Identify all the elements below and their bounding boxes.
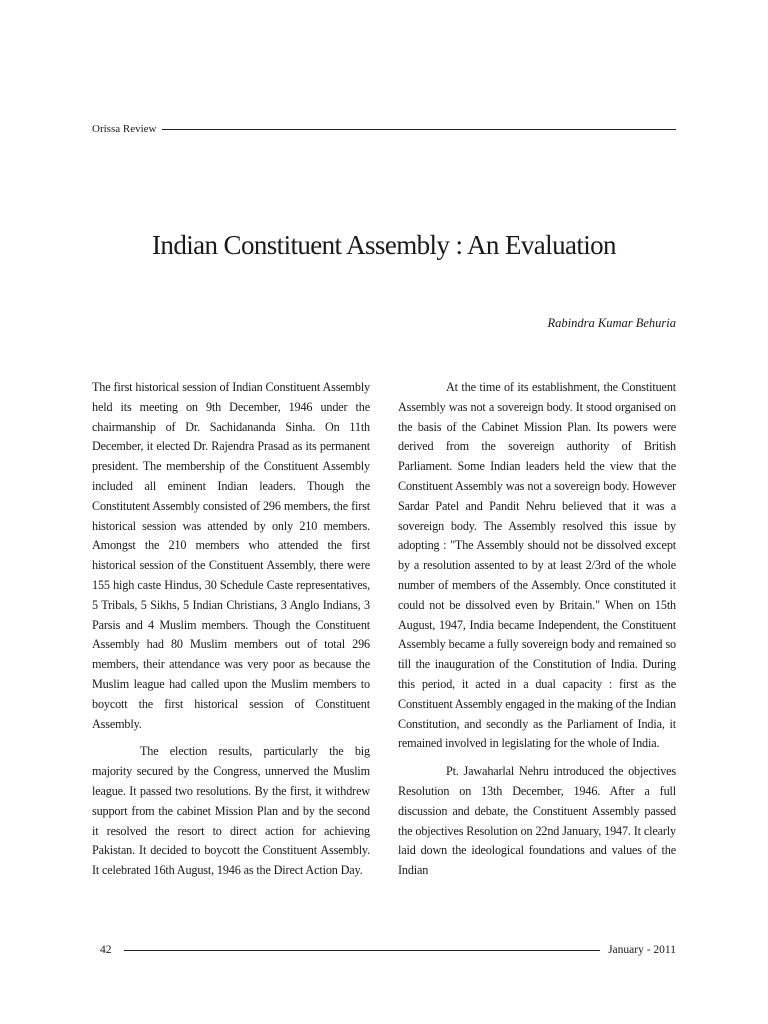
left-column [92, 378, 370, 889]
paragraph: The election results, particularly the big majority secured by the Congress, unnerved the Muslim league. It passed two resolutions. By the first, it withdrew support from the cabinet Mission Plan and by the second it resolved the resort to direct action for achieving Pakistan. It decided to boycott the Constituent Assembly. It celebrated 16th August, 1946 as the Direct Action Day. [92, 744, 370, 878]
paragraph: The first historical session of Indian Constituent Assembly held its meeting on 9th December, 1946 under the chairmanship of Dr. Sachidananda Sinha. On 11th December, it elected Dr. Rajendra Prasad as its permanent president. The membership of the Constituent Assembly included all eminent Indian leaders. Though the Constitutent Assembly consisted of 296 members, the first historical session was attended by only 210 members. Amongst the 210 members who attended the first historical session of the Constituent Assembly, there were 155 high caste Hindus, 30 Schedule Caste representatives, 5 Tribals, 5 Sikhs, 5 Indian Christians, 3 Anglo Indians, 3 Parsis and 4 Muslim members. Though the Constituent Assembly had 80 Muslim members out of total 296 members, their attendance was very poor as because the Muslim league had called upon the Muslim members to boycott the first historical session of Constituent Assembly. [92, 380, 370, 731]
author-name: Rabindra Kumar Behuria [547, 316, 676, 330]
issue-date: January - 2011 [608, 944, 676, 956]
journal-name: Orissa Review [92, 123, 157, 135]
paragraph: Pt. Jawaharlal Nehru introduced the objectives Resolution on 13th December, 1946. After a full discussion and debate, the Constituent Assembly passed the objectives Resolution on 22nd January, 1947. It clearly laid down the ideological foundations and values of the Indian [398, 764, 676, 878]
header-rule [162, 129, 676, 130]
running-footer [100, 944, 676, 956]
footer-rule [124, 950, 601, 951]
paragraph: At the time of its establishment, the Constituent Assembly was not a sovereign body. It stood organised on the basis of the Cabinet Mission Plan. Its powers were derived from the sovereign authority of British Parliament. Some Indian leaders held the view that the Constituent Assembly was not a sovereign body. However Sardar Patel and Pandit Nehru believed that it was a sovereign body. The Assembly resolved this issue by adopting : "The Assembly should not be dissolved except by a resolution assented to by at least 2/3rd of the whole number of members of the Assembly. Once constituted it could not be dissolved even by Britain." When on 15th August, 1947, India became Independent, the Constituent Assembly became a fully sovereign body and remained so till the inauguration of the Constitution of India. During this period, it acted in a dual capacity : first as the Constituent Assembly engaged in the making of the Indian Constitution, and secondly as the Parliament of India, it remained involved in legislating for the whole of India. [398, 380, 676, 751]
right-column [398, 378, 676, 889]
running-header [92, 123, 676, 135]
page-number: 42 [100, 944, 112, 956]
article-title: Indian Constituent Assembly : An Evaluation [152, 230, 616, 260]
